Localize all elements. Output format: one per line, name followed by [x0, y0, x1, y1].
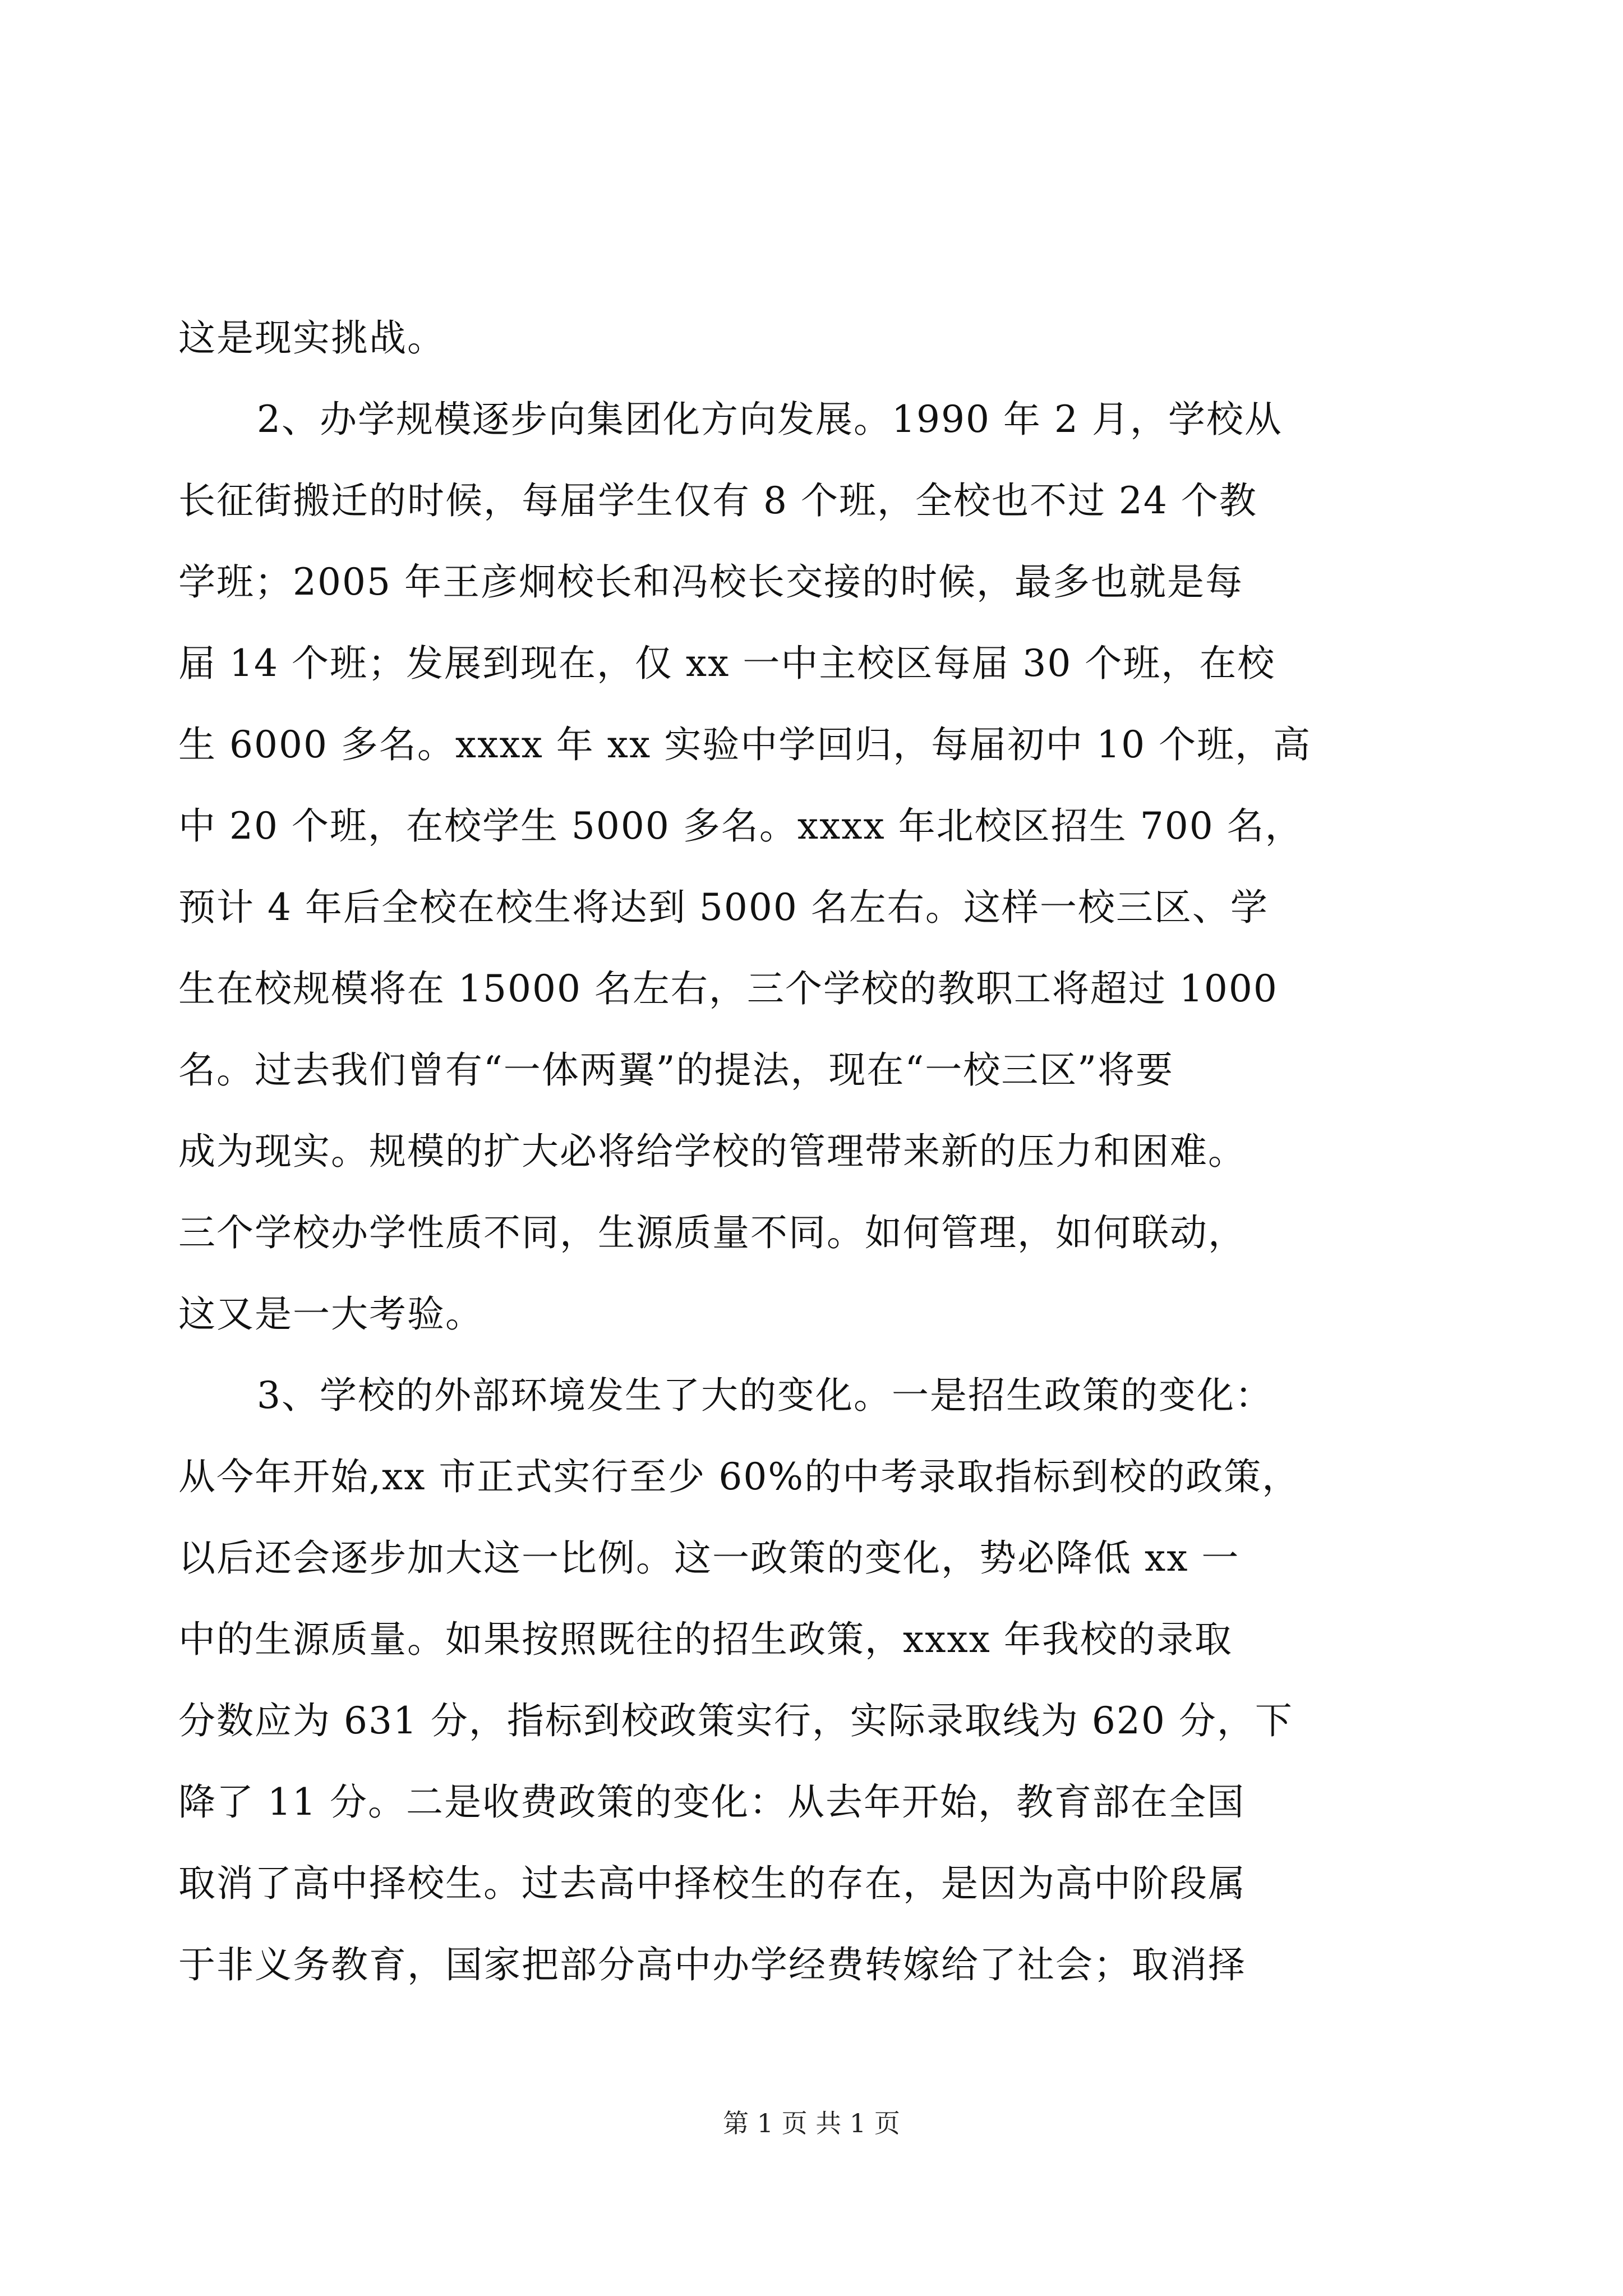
text-line: 三个学校办学性质不同，生源质量不同。如何管理，如何联动，: [178, 1211, 1246, 1254]
page-number-label: 第 1 页 共 1 页: [723, 2108, 900, 2138]
body-text: [178, 297, 1446, 2005]
text-line: 降了 11 分。二是收费政策的变化：从去年开始，教育部在全国: [178, 1780, 1245, 1824]
text-line: 这又是一大考验。: [178, 1292, 483, 1336]
page-footer: [0, 2106, 1623, 2140]
text-line: 取消了高中择校生。过去高中择校生的存在，是因为高中阶段属: [178, 1862, 1246, 1905]
text-line: 生在校规模将在 15000 名左右，三个学校的教职工将超过 1000: [178, 967, 1278, 1010]
text-line: 这是现实挑战。: [178, 316, 445, 360]
text-line: 分数应为 631 分，指标到校政策实行，实际录取线为 620 分，下: [178, 1699, 1293, 1742]
text-line: 预计 4 年后全校在校生将达到 5000 名左右。这样一校三区、学: [178, 886, 1269, 929]
text-line: 成为现实。规模的扩大必将给学校的管理带来新的压力和困难。: [178, 1130, 1246, 1173]
text-line: 中 20 个班，在校学生 5000 多名。xxxx 年北校区招生 700 名，: [178, 804, 1303, 848]
text-line: 名。过去我们曾有“一体两翼”的提法，现在“一校三区”将要: [178, 1048, 1174, 1092]
text-line: 3、学校的外部环境发生了大的变化。一是招生政策的变化：: [257, 1374, 1273, 1417]
text-line: 长征街搬迁的时候，每届学生仅有 8 个班，全校也不过 24 个教: [178, 479, 1257, 522]
text-line: 学班；2005 年王彦炯校长和冯校长交接的时候，最多也就是每: [178, 560, 1243, 604]
text-line: 届 14 个班；发展到现在，仅 xx 一中主校区每届 30 个班，在校: [178, 642, 1276, 685]
text-line: 2、办学规模逐步向集团化方向发展。1990 年 2 月，学校从: [257, 398, 1283, 441]
text-line: 以后还会逐步加大这一比例。这一政策的变化，势必降低 xx 一: [178, 1536, 1240, 1580]
text-line: 从今年开始,xx 市正式实行至少 60%的中考录取指标到校的政策，: [178, 1455, 1301, 1498]
text-line: 中的生源质量。如果按照既往的招生政策，xxxx 年我校的录取: [178, 1618, 1233, 1661]
text-line: 于非义务教育，国家把部分高中办学经费转嫁给了社会；取消择: [178, 1943, 1246, 1986]
text-line: 生 6000 多名。xxxx 年 xx 实验中学回归，每届初中 10 个班，高: [178, 723, 1312, 766]
